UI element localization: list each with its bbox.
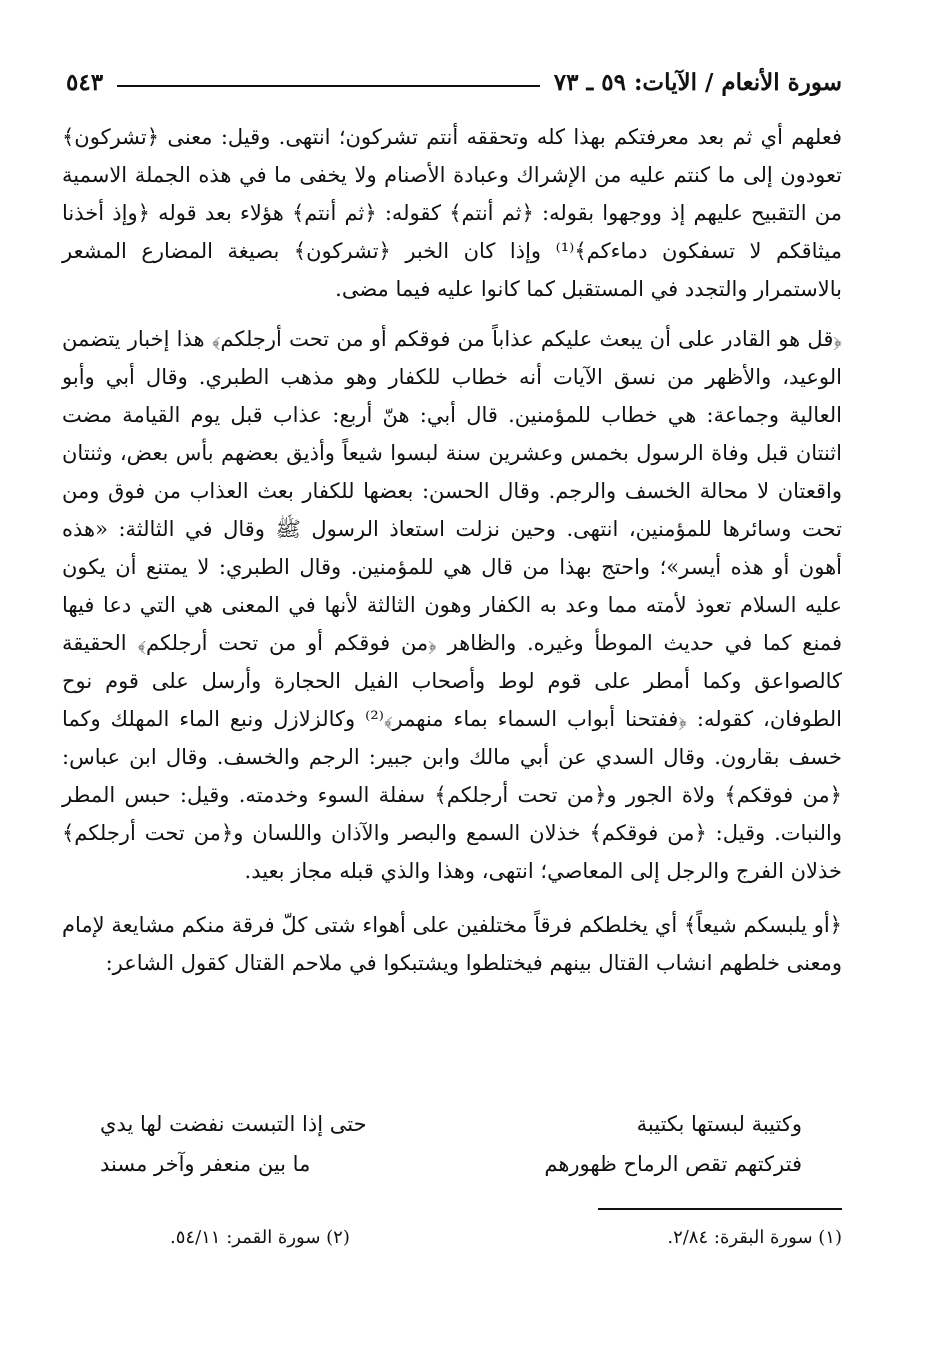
footnote: (٢) سورة القمر: ٥٤/١١. (170, 1227, 350, 1248)
paragraph: فعلهم أي ثم بعد معرفتكم بهذا كله وتحققه أنتم تشركون؛ انتهى. وقيل: معنى ﴿تشركون﴾ تعودون إلى ما كنتم عليه من الإشراك وعبادة الأصنام ولا يخفى ما في هذه الجملة الاسمية من التقبيح عليهم إذ ووجهوا بقوله: ﴿ثم أنتم﴾ كقوله: ﴿ثم أنتم﴾ هؤلاء بعد قوله ﴿وإذ أخذنا ميثاقكم لا تسفكون دماءكم﴾⁽¹⁾ وإذا كان الخبر ﴿تشركون﴾ بصيغة المضارع المشعر بالاستمرار والتجدد في المستقبل كما كانوا عليه فيما مضى. (62, 125, 842, 301)
verse-first-half: وكتيبة لبستها بكتيبة (636, 1112, 802, 1136)
page-number: ٥٤٣ (66, 68, 104, 96)
paragraph: ﴿أو يلبسكم شيعاً﴾ أي يخلطكم فرقاً مختلفين على أهواء شتى كلّ فرقة منكم مشايعة لإمام ومعنى خلطهم انشاب القتال بينهم فيختلطوا ويشتبكوا في ملاحم القتال كقول الشاعر: (62, 913, 842, 975)
footnote: (١) سورة البقرة: ٢/٨٤. (667, 1227, 842, 1248)
footnotes (170, 1225, 842, 1251)
verse-second-half: ما بين منعفر وآخر مسند (100, 1152, 311, 1176)
paragraph: ﴿قل هو القادر على أن يبعث عليكم عذاباً من فوقكم أو من تحت أرجلكم﴾ هذا إخبار يتضمن الوعيد، والأظهر من نسق الآيات أنه خطاب للكفار وهو مذهب الطبري. وقال أبي وأبو العالية وجماعة: هي خطاب للمؤمنين. قال أبي: هنّ أربع: عذاب قبل يوم القيامة مضت اثنتان قبل وفاة الرسول بخمس وعشرين سنة لبسوا شيعاً وأذيق بعضهم بأس بعض، وثنتان واقعتان لا محالة الخسف والرجم. وقال الحسن: بعضها للكفار بعث العذاب من فوق ومن تحت وسائرها للمؤمنين، انتهى. وحين نزلت استعاذ الرسول ﷺ وقال في الثالثة: «هذه أهون أو هذه أيسر»؛ واحتج بهذا من قال هي للمؤمنين. وقال الطبري: لا يمتنع أن يكون عليه السلام تعوذ لأمته مما وعد به الكفار وهون الثالثة لأنها في المعنى هي التي دعا فيها فمنع كما في حديث الموطأ وغيره. والظاهر ﴿من فوقكم أو من تحت أرجلكم﴾ الحقيقة كالصواعق وكما أمطر على قوم لوط وأصحاب الفيل الحجارة وأرسل على قوم نوح الطوفان، كقوله: ﴿ففتحنا أبواب السماء بماء منهمر﴾⁽²⁾ وكالزلازل ونبع الماء المهلك وكما خسف بقارون. وقال السدي عن أبي مالك وابن جبير: الرجم والخسف. وقال ابن عباس: ﴿من فوقكم﴾ ولاة الجور و﴿من تحت أرجلكم﴾ سفلة السوء وخدمته. وقيل: حبس المطر والنبات. وقيل: ﴿من فوقكم﴾ خذلان السمع والبصر والآذان واللسان و﴿من تحت أرجلكم﴾ خذلان الفرج والرجل إلى المعاصي؛ انتهى، وهذا والذي قبله مجاز بعيد. (62, 327, 842, 883)
header-rule (117, 85, 540, 87)
main-text (62, 118, 842, 998)
verse-second-half: حتى إذا التبست نفضت لها يدي (100, 1112, 367, 1136)
surah-title: سورة الأنعام / الآيات: ٥٩ ـ ٧٣ (553, 68, 842, 96)
verse-first-half: فتركتهم تقص الرماح ظهورهم (544, 1152, 802, 1176)
poetry-verses (100, 1104, 802, 1184)
verse-line (100, 1144, 802, 1184)
page-header (66, 62, 842, 102)
footnote-divider (598, 1208, 842, 1210)
verse-line (100, 1104, 802, 1144)
